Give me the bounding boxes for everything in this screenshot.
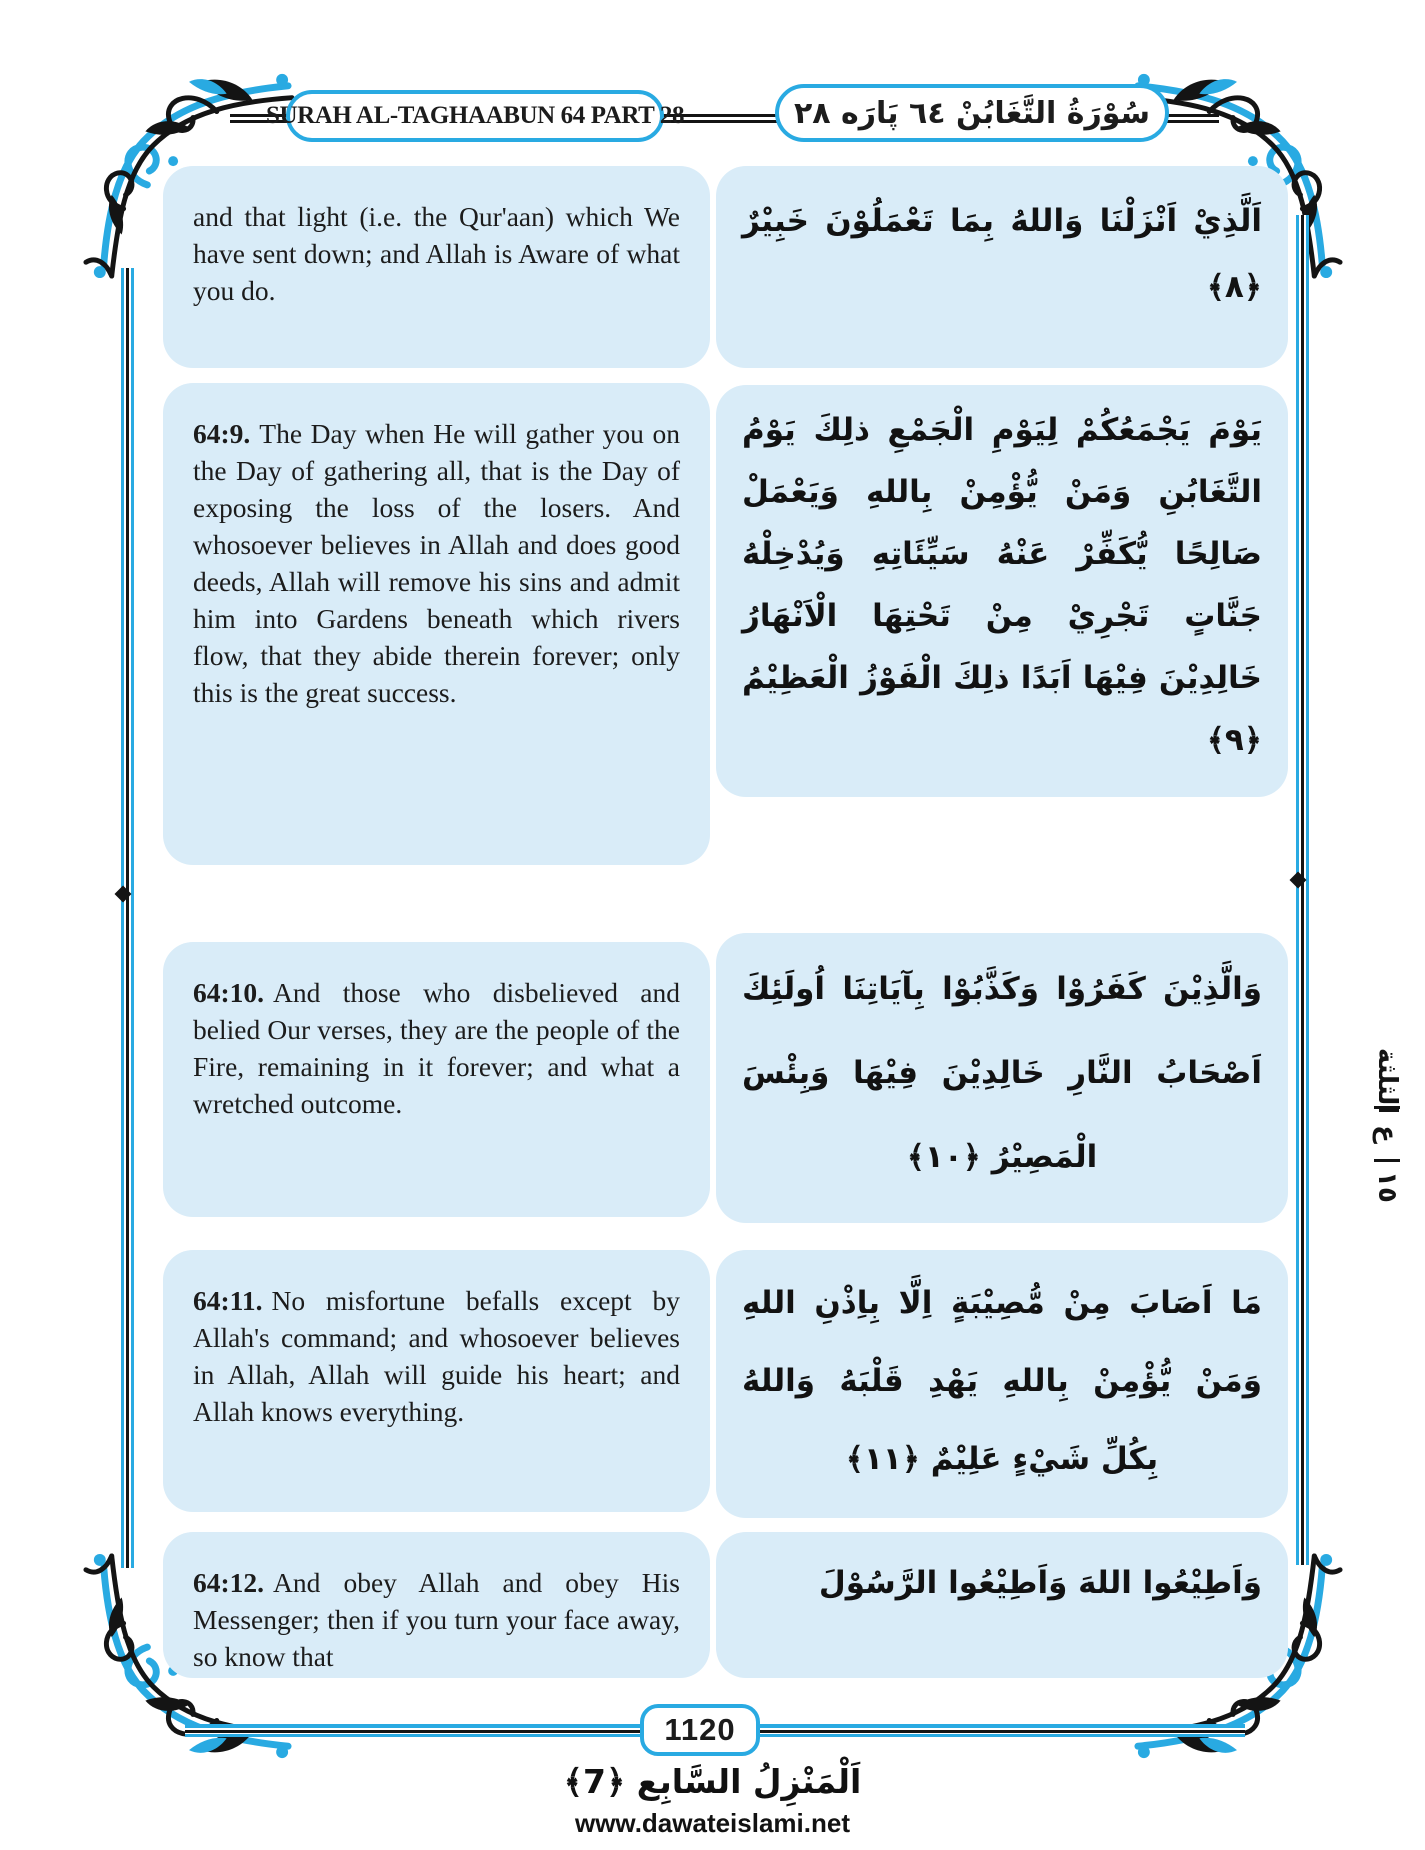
translation-block [163, 166, 710, 368]
page-number: 1120 [664, 1712, 736, 1747]
surah-title-arabic: سُوْرَةُ التَّغَابُنْ ٦٤ پَارَه ٢٨ [793, 95, 1151, 131]
arabic-verse-block: يَوْمَ يَجْمَعُكُمْ لِيَوْمِ الْجَمْعِ ذلِكَ يَوْمُ التَّغَابُنِ وَمَنْ يُّؤْمِنْ بِاللهِ وَيَعْمَلْ صَالِحًا يُّكَفِّرْ عَنْهُ سَيِّئَاتِهِ وَيُدْخِلْهُ جَنَّاتٍ تَجْرِيْ مِنْ تَحْتِهَا الْاَنْهَارُ خَالِدِيْنَ فِيْهَا اَبَدًا ذلِكَ الْفَوْزُ الْعَظِيْمُ ﴿٩﴾ [716, 385, 1288, 797]
verse-ref: 64:11. [193, 1285, 263, 1316]
verse-ref: 64:12. [193, 1567, 265, 1598]
verse-ref: 64:10. [193, 977, 265, 1008]
translation-block [163, 383, 710, 865]
translation-block [163, 1532, 710, 1678]
arabic-verse-block: وَاَطِيْعُوا اللهَ وَاَطِيْعُوا الرَّسُوْلَ [716, 1532, 1288, 1678]
arabic-verse-block: اَلَّذِيْ اَنْزَلْنَا وَاللهُ بِمَا تَعْمَلُوْنَ خَبِيْرٌ ﴿٨﴾ [716, 166, 1288, 368]
verse-ref: 64:9. [193, 418, 251, 449]
ruku-divider [1374, 1159, 1400, 1162]
frame-right-border [1296, 215, 1309, 1565]
translation-column [163, 0, 710, 1678]
ruku-margin-note [1352, 1047, 1422, 1203]
translation-block [163, 1250, 710, 1512]
page-number-badge [640, 1704, 760, 1756]
translation-text: And obey Allah and obey His Messenger; then if you turn your face away, so know that [193, 1567, 680, 1672]
manzil-label: اَلْمَنْزِلُ السَّابِع ﴿7﴾ [563, 1762, 862, 1801]
ruku-ain: ع [1371, 1125, 1402, 1143]
website-label: www.dawateislami.net [574, 1808, 850, 1838]
ruku-word: الثلثة [1371, 1047, 1402, 1115]
frame-left-border [121, 268, 134, 1568]
translation-text: No misfortune befalls except by Allah's command; and whosoever believes in Allah, Allah will guide his heart; and Allah knows everything. [193, 1285, 680, 1427]
arabic-verse-block: وَالَّذِيْنَ كَفَرُوْا وَكَذَّبُوْا بِآيَاتِنَا اُولَئِكَ اَصْحَابُ النَّارِ خَالِدِيْنَ فِيْهَا وَبِئْسَ الْمَصِيْرُ ﴿١٠﴾ [716, 933, 1288, 1223]
translation-block [163, 942, 710, 1217]
translation-text: And those who disbelieved and belied Our verses, they are the people of the Fire, remaining in it forever; and what a wretched outcome. [193, 977, 680, 1119]
ruku-number: ١٥ [1372, 1171, 1402, 1203]
surah-title-english: SURAH AL-TAGHAABUN 64 PART 28 [265, 102, 685, 129]
arabic-verse-block: مَا اَصَابَ مِنْ مُّصِيْبَةٍ اِلَّا بِاِذْنِ اللهِ وَمَنْ يُّؤْمِنْ بِاللهِ يَهْدِ قَلْبَهُ وَاللهُ بِكُلِّ شَيْءٍ عَلِيْمٌ ﴿١١﴾ [716, 1250, 1288, 1518]
arabic-column [716, 0, 1288, 1678]
translation-text: and that light (i.e. the Qur'aan) which We have sent down; and Allah is Aware of what you do. [193, 201, 680, 306]
translation-text: The Day when He will gather you on the Day of gathering all, that is the Day of exposing the loss of the losers. And whosoever believes in Allah and does good deeds, Allah will remove his sins and admit him into Gardens beneath which rivers flow, that they abide therein forever; only this is the great success. [193, 418, 680, 708]
